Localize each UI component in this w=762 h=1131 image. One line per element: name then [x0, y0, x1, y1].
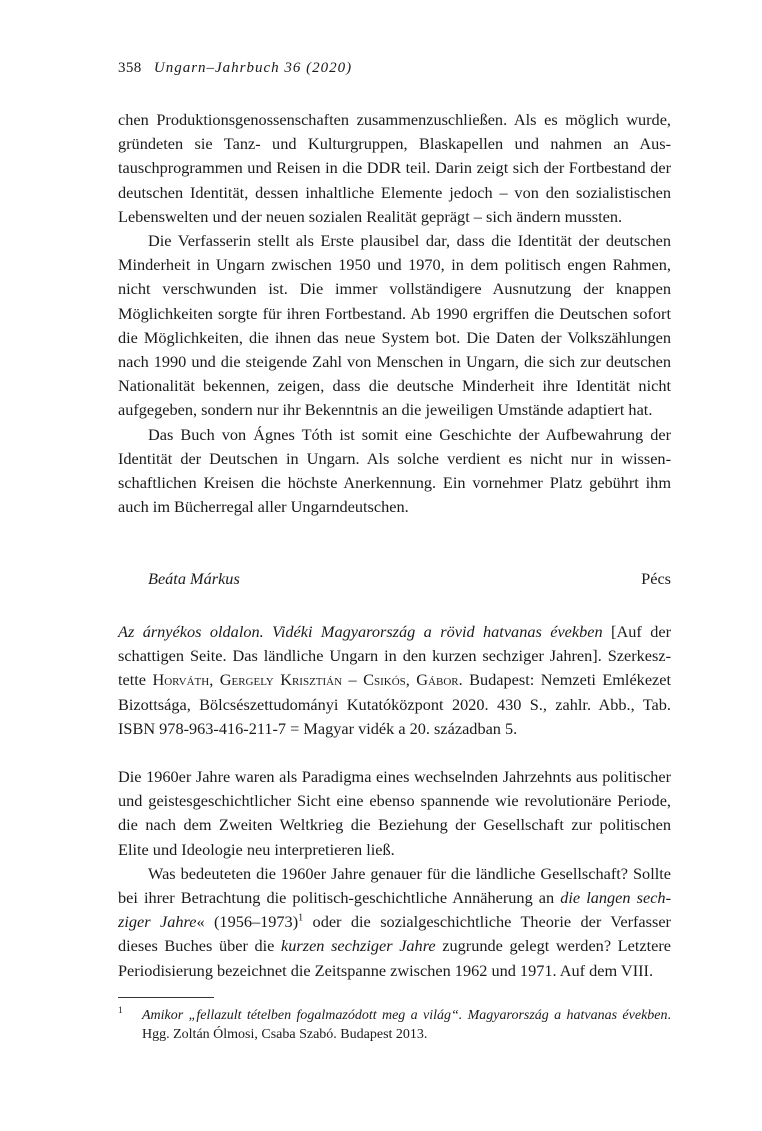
footnote-reference[interactable]: 1: [298, 912, 304, 924]
footnote: [118, 1006, 671, 1044]
reviewer-place: Pécs: [641, 569, 671, 588]
review2-body: [118, 765, 671, 983]
footnote-rest: . Hgg. Zoltán Ólmosi, Csaba Szabó. Budapest 2013.: [142, 1008, 671, 1042]
para2-part-c: « (1956–1973): [196, 912, 299, 932]
review2-paragraph-1: Die 1960er Jahre waren als Paradigma eines wechselnden Jahrzehnts aus politischer und geistesgeschichtlicher Sicht eine ebenso spannende wie revolutionäre Periode, die nach dem Zweiten Weltkrieg die Beziehung der Gesellschaft zur politischen Elite und Ideologie neu interpretieren ließ.: [118, 767, 671, 859]
para2-part-f: zugrunde gelegt werden? Letztere Periodisierung bezeichnet die Zeitspanne zwischen 1962 und 1971. Auf dem VIII.: [118, 936, 671, 980]
para2-part-a: Was bedeuteten die 1960er Jahre genauer für die ländliche Gesellschaft? Sollte bei ihrer Betrachtung die politisch-geschichtliche Annäherung an: [118, 863, 671, 908]
bibliography-entry: [118, 620, 671, 741]
reviewer-name: Beáta Márkus: [148, 569, 240, 588]
editor-separator: –: [342, 670, 364, 690]
review2-bibliography: [118, 620, 671, 741]
running-head: [118, 60, 352, 77]
footnote-divider: [118, 997, 214, 998]
review1-signature: [148, 567, 671, 591]
para2-part-d: oder die sozialgeschichtliche Theorie der Verfasser dieses Buches über die: [118, 912, 671, 956]
footnote-title: Amikor „fellazult tételben fogalmazódott meg a világ“. Magyarország a hatvanas években: [142, 1008, 668, 1023]
editor-2: Csikós, Gábor: [363, 670, 459, 690]
review2-paragraph-2: [118, 862, 671, 983]
page-number: 358: [118, 60, 142, 76]
footnote-mark: 1: [118, 1006, 123, 1016]
bibliography-rest: . Budapest: Nemzeti Emlékezet Bizottsága, Bölcsészettudományi Kutatóközpont 2020. 430 S., zahlr. Abb., Tab. ISBN 978-963-416-211-7 = Magyar vidék a 20. században 5.: [118, 670, 672, 738]
review1-body: [118, 108, 671, 519]
para2-italic-langen: die langen sechziger Jahre: [118, 888, 671, 932]
footnote-text: [118, 1006, 671, 1044]
book-title-translation: [Auf der schattigen Seite. Das ländliche Ungarn in den kurzen sechziger Jahren]. Szerkesztette: [118, 622, 671, 690]
journal-title: Ungarn–Jahrbuch 36 (2020): [153, 60, 353, 76]
para2-italic-kurzen: kurzen sechziger Jahre: [281, 936, 436, 956]
review1-paragraph-1: chen Produktionsgenossenschaften zusammenzuschließen. Als es möglich wurde, gründeten sie Tanz- und Kulturgruppen, Blaskapellen und nahmen an Austauschprogrammen und Reisen in die DDR teil. Darin zeigt sich der Fortbestand der deutschen Identität, dessen inhaltliche Elemente jedoch – von den sozialistischen Lebenswelten und der neuen sozialen Realität geprägt – sich ändern mussten.: [118, 110, 671, 226]
editor-1: Horváth, Gergely Krisztián: [152, 670, 343, 690]
review1-paragraph-3: Das Buch von Ágnes Tóth ist somit eine Geschichte der Aufbewahrung der Identität der Deutschen in Ungarn. Als solche verdient es nicht nur in wissenschaftlichen Kreisen die höchste Anerkennung. Ein vornehmer Platz gebührt ihm auch im Bücherregal aller Ungarndeutschen.: [118, 424, 671, 517]
review1-paragraph-2: Die Verfasserin stellt als Erste plausibel dar, dass die Identität der deutschen Minderheit in Ungarn zwischen 1950 und 1970, in dem politisch engen Rahmen, nicht verschwunden ist. Die immer vollständigere Ausnutzung der knappen Möglichkeiten sorgte für ihren Fortbestand. Ab 1990 ergriffen die Deutschen sofort die Möglichkeiten, die ihnen das neue System bot. Die Daten der Volkszählungen nach 1990 und die steigende Zahl von Menschen in Ungarn, die sich zur deutschen Nationalität bekennen, zeigen, dass die deutsche Minderheit ihre Identität nicht aufgegeben, sondern nur ihr Bekenntnis an die jeweiligen Umstände adaptiert hat.: [118, 231, 671, 420]
book-title: Az árnyékos oldalon. Vidéki Magyarország a rövid hatvanas években: [118, 622, 603, 641]
